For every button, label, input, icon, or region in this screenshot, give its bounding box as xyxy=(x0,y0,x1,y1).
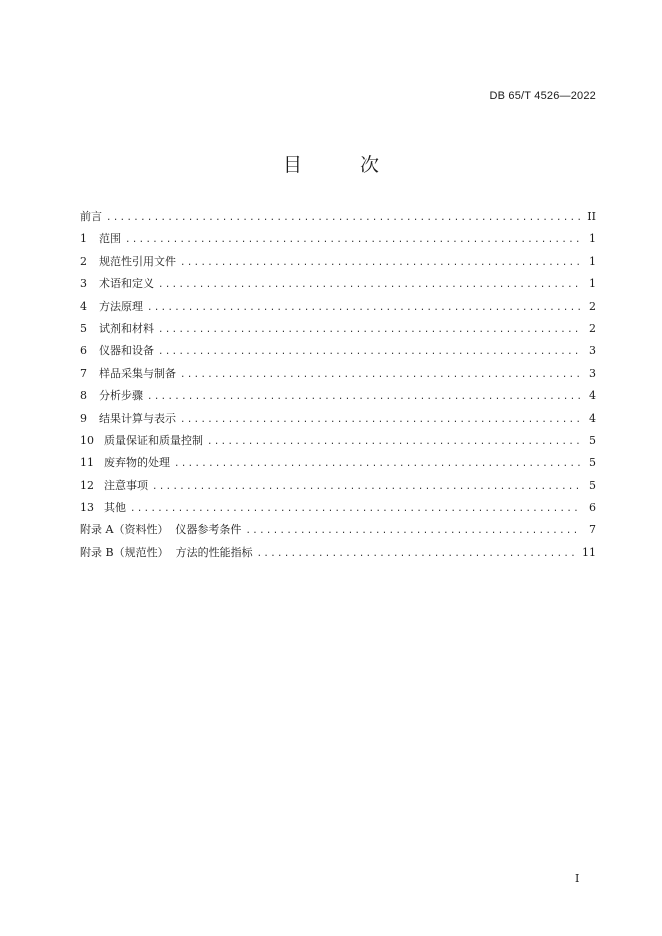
table-of-contents xyxy=(80,208,596,566)
toc-dot-leader xyxy=(180,415,580,425)
toc-entry-page: 11 xyxy=(582,545,596,559)
toc-entry-label: 质量保证和质量控制 xyxy=(104,433,203,447)
toc-entry-label: 样品采集与制备 xyxy=(99,366,176,380)
toc-entry-page: 5 xyxy=(589,456,596,470)
toc-dot-leader xyxy=(130,504,580,514)
toc-entry-label: 前言 xyxy=(80,210,102,223)
toc-entry-label: 仪器和设备 xyxy=(99,344,154,358)
toc-dot-leader xyxy=(257,549,578,559)
toc-entry[interactable] xyxy=(80,365,596,387)
toc-entry-number: 4 xyxy=(80,299,87,313)
toc-entry-page: 2 xyxy=(589,321,596,335)
document-code: DB 65/T 4526—2022 xyxy=(489,90,596,102)
toc-entry-label: 范围 xyxy=(99,232,121,246)
toc-entry-page: 1 xyxy=(589,232,596,246)
toc-entry[interactable] xyxy=(80,410,596,432)
toc-entry[interactable] xyxy=(80,454,596,476)
toc-entry-page: II xyxy=(587,210,596,223)
toc-entry[interactable] xyxy=(80,477,596,499)
toc-entry-page: 4 xyxy=(589,411,596,425)
toc-entry-page: 3 xyxy=(589,366,596,380)
toc-entry-number: 3 xyxy=(80,277,87,291)
toc-entry-number: 8 xyxy=(80,389,87,403)
toc-entry-page: 7 xyxy=(589,523,596,537)
toc-entry-label: 规范性引用文件 xyxy=(99,254,176,268)
toc-entry-label: 其他 xyxy=(104,501,126,515)
toc-entry-label: 附录 A（资料性） 仪器参考条件 xyxy=(80,523,242,537)
toc-entry-number: 6 xyxy=(80,344,87,358)
page-title: 目 次 xyxy=(282,154,406,176)
toc-dot-leader xyxy=(174,459,580,469)
toc-entry-number: 13 xyxy=(80,501,94,515)
toc-entry-label: 试剂和材料 xyxy=(99,321,154,335)
toc-entry-page: 1 xyxy=(589,254,596,268)
toc-dot-leader xyxy=(158,325,580,335)
toc-entry-label: 方法原理 xyxy=(99,299,143,313)
toc-dot-leader xyxy=(207,437,580,447)
page-number: I xyxy=(575,872,580,885)
toc-entry-label: 分析步骤 xyxy=(99,389,143,403)
toc-entry[interactable] xyxy=(80,432,596,454)
toc-entry-number: 2 xyxy=(80,254,87,268)
toc-entry[interactable] xyxy=(80,253,596,275)
toc-entry-number: 11 xyxy=(80,456,94,470)
toc-entry-page: 1 xyxy=(589,277,596,291)
toc-entry-label: 注意事项 xyxy=(104,478,148,492)
toc-entry-page: 3 xyxy=(589,344,596,358)
toc-entry-number: 10 xyxy=(80,433,94,447)
toc-entry-page: 2 xyxy=(589,299,596,313)
toc-entry-label: 附录 B（规范性） 方法的性能指标 xyxy=(80,545,253,559)
toc-dot-leader xyxy=(147,303,580,313)
toc-entry-number: 9 xyxy=(80,411,87,425)
toc-entry-number: 1 xyxy=(80,232,87,246)
toc-entry[interactable] xyxy=(80,387,596,409)
toc-entry[interactable] xyxy=(80,521,596,543)
toc-entry-page: 5 xyxy=(589,433,596,447)
toc-entry-number: 12 xyxy=(80,478,94,492)
toc-entry[interactable] xyxy=(80,320,596,342)
toc-dot-leader xyxy=(245,526,580,536)
toc-entry[interactable] xyxy=(80,230,596,252)
toc-dot-leader xyxy=(158,347,580,357)
toc-dot-leader xyxy=(180,370,580,380)
toc-dot-leader xyxy=(147,392,580,402)
toc-entry-page: 4 xyxy=(589,389,596,403)
toc-entry[interactable] xyxy=(80,544,596,566)
toc-dot-leader xyxy=(152,482,580,492)
toc-entry-label: 术语和定义 xyxy=(99,277,154,291)
toc-dot-leader xyxy=(180,258,580,268)
toc-dot-leader xyxy=(125,235,580,245)
toc-entry-number: 5 xyxy=(80,321,87,335)
toc-entry[interactable] xyxy=(80,499,596,521)
toc-dot-leader xyxy=(158,280,580,290)
toc-entry-label: 结果计算与表示 xyxy=(99,411,176,425)
toc-entry-number: 7 xyxy=(80,366,87,380)
toc-entry[interactable] xyxy=(80,275,596,297)
toc-dot-leader xyxy=(106,213,580,223)
toc-entry[interactable] xyxy=(80,298,596,320)
toc-entry[interactable] xyxy=(80,208,596,230)
toc-entry-page: 6 xyxy=(589,501,596,515)
toc-entry-page: 5 xyxy=(589,478,596,492)
toc-entry-label: 废弃物的处理 xyxy=(104,456,170,470)
toc-entry[interactable] xyxy=(80,342,596,364)
